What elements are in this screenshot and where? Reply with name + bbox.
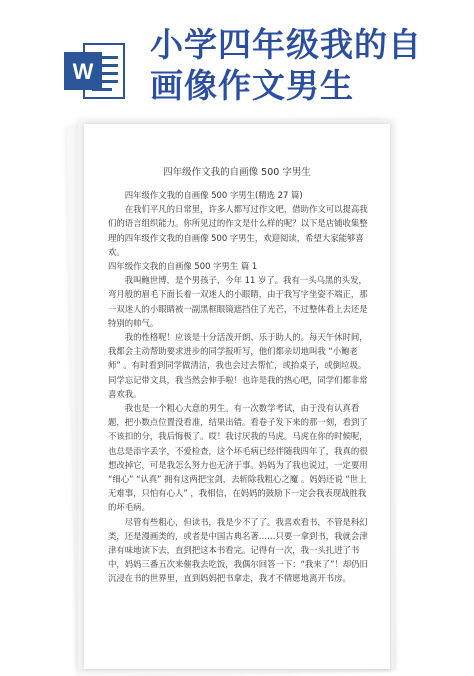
page-title xyxy=(150,24,470,106)
body-paragraph: 我的性格呢！应该是十分活泼开朗、乐于助人的。每天午休时间，我都会主动帮助要求进步的同学报听写，他们都亲切地叫我 “小鲍老师” 。有时看到同学做清洁，我也会过去帮忙，或抬桌子，或倒垃圾。同学忘记带文具，我当然会伸手啦！也许是我的热心吧，同学们都非常喜欢我。 xyxy=(108,332,368,399)
word-document-icon xyxy=(62,38,128,104)
section-heading: 四年级作文我的自画像 500 字男生 篇 1 xyxy=(108,261,258,272)
body-paragraph: 尽管有些粗心，但读书，我是少不了了。我喜欢看书，不管是科幻类，还是漫画类的，或者是中国古典名著……只要一拿到书，我就会津津有味地读下去，直到把这本书看完。记得有一次，我一头扎进了书中，妈妈三番五次来催我去吃饭，我偶尔回答一下：“我来了”！却仍旧沉浸在书的世界里，直到妈妈把书拿走，我才不情愿地离开书房。 xyxy=(108,516,368,584)
word-icon-letter: W xyxy=(72,59,94,84)
intro-paragraph: 在我们平凡的日常里，许多人都写过作文吧，借助作文可以提高我们的语言组织能力。你所见过的作文是什么样的呢？以下是店铺收集整理的四年级作文我的自画像 500 字男生，欢迎阅读，希望大家能够喜欢。 xyxy=(108,204,368,257)
body-paragraph: 我叫鲍世博，是个男孩子，今年 11 岁了。我有一头乌黑的头发，弯月般的眉毛下面长着一双迷人的小眼睛，由于我写字坐姿不端正，那一双迷人的小眼睛被一副黑框眼镜遮挡住了光芒，不过整体看上去还是特别的帅气。 xyxy=(108,275,368,328)
header xyxy=(0,0,474,118)
document-page xyxy=(84,124,390,669)
page-title-line-1: 小学四年级我的自 xyxy=(150,25,422,64)
document-title: 四年级作文我的自画像 500 字男生 xyxy=(163,167,311,178)
document-body xyxy=(108,188,368,586)
body-paragraph: 我也是一个粗心大意的男生。有一次数学考试，由于没有认真看题，把小数点位置没看准，结果出错。看卷子发下来的那一刻，看到了不该扣的分，我后悔极了。哎！我讨厌我的马虎。马虎在你的时候呢，也总是添字丢字，不爱检查，这个坏毛病已经伴随我四年了，我真的很想改掉它，可是我怎么努力也无济于事。妈妈为了我也说过，一定要用 “细心” “认真” 拥有这两把宝剑，去斩除我粗心之魔 。妈妈还说 “世上无难事，只怕有心人” ，我相信，在妈妈的鼓励下一定会我表现战胜我的坏毛病。 xyxy=(108,403,368,513)
page-title-line-2: 画像作文男生 xyxy=(150,66,354,105)
document-subtitle: 四年级作文我的自画像 500 字男生(精选 27 篇) xyxy=(124,190,303,200)
